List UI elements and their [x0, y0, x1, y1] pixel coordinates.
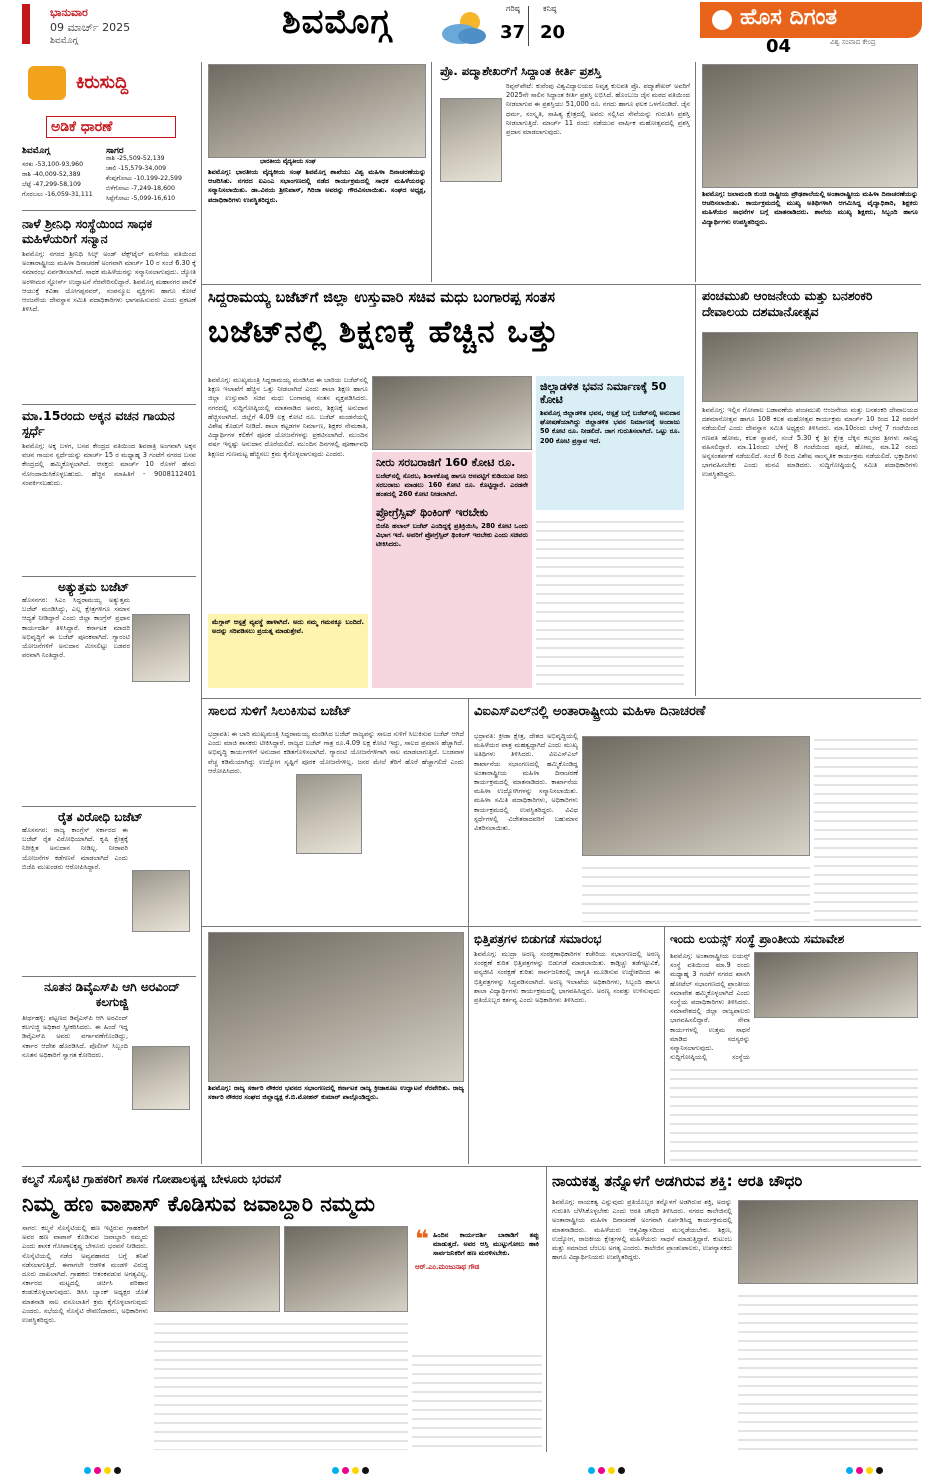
registration-marks: [332, 1459, 392, 1469]
story-body-cont: [814, 732, 918, 922]
story-body: ಶಿವಮೊಗ್ಗ: ಜಲಾಮಂಡಿ ಕುಂಚಿ ರಾಷ್ಟ್ರೀಯ ಪ್ರೌಢಶಾಲೆಯಲ್ಲಿ ಅಂತಾರಾಷ್ಟ್ರೀಯ ಮಹಿಳಾ ದಿನಾಚರಣೆಯನ್ನು ಆಚರಿಸಲಾಯಿತು. ಕಾರ್ಯಕ್ರಮದಲ್ಲಿ ಮುಖ್ಯ ಅತಿಥಿಗಳಾಗಿ ಆಗಮಿಸಿದ್ದ ವೈದ್ಯಾಧಿಕಾರಿ, ಶಿಕ್ಷಕರು ಮಹಿಳೆಯರ ಸಾಧನೆಗಳ ಬಗ್ಗೆ ಮಾತನಾಡಿದರು. ಶಾಲೆಯ ಮುಖ್ಯ ಶಿಕ್ಷಕರು, ಸಿಬ್ಬಂದಿ ಹಾಗೂ ವಿದ್ಯಾರ್ಥಿಗಳು ಉಪಸ್ಥಿತರಿದ್ದರು.: [702, 190, 918, 226]
story-head: ವಿಐಎಸ್‌ಎಲ್‌ನಲ್ಲಿ ಅಂತಾರಾಷ್ಟ್ರೀಯ ಮಹಿಳಾ ದಿನಾಚರಣೆ: [474, 704, 706, 719]
story-body: ಹೊಸನಗರ: ರಾಜ್ಯ ಕಾಂಗ್ರೆಸ್ ಸರ್ಕಾರದ ಈ ಬಜೆಟ್ ರೈತ ವಿರೋಧಿಯಾಗಿದೆ. ಕೃಷಿ ಕ್ಷೇತ್ರಕ್ಕೆ ನಿರೀಕ್ಷಿತ ಅನುದಾನ ನೀಡಿಲ್ಲ. ನೀರಾವರಿ ಯೋಜನೆಗಳ ಕಡೆಗಣನೆ ಮಾಡಲಾಗಿದೆ ಎಂದು ಬಿಜೆಪಿ ಮುಖಂಡರು ಆರೋಪಿಸಿದ್ದಾರೆ.: [22, 826, 128, 871]
rate-row: ರಾಶಿ -25,509-52,139: [106, 155, 165, 162]
city-title: ಶಿವಮೊಗ್ಗ: [282, 2, 392, 42]
day-label: ಭಾನುವಾರ: [50, 6, 88, 19]
market-a: ಶಿವಮೊಗ್ಗ: [22, 146, 50, 156]
box-body: ಬಜೆಟ್‌ನಲ್ಲಿ ಸೊರಬ, ಶಿರಾಳಕೊಪ್ಪ ಹಾಗೂ ಆನವಟ್ಟಿಗೆ ಕುಡಿಯುವ ನೀರು ಸರಬರಾಜು ಮಾಡಲು 160 ಕೋಟಿ ರೂ. ಕೊಟ್ಟಿದ್ದಾರೆ. ಎರಡನೇ ಹಂತದಲ್ಲಿ 260 ಕೋಟಿ ನೀಡಲಾಗಿದೆ.: [376, 472, 528, 499]
story-body: ಭದ್ರಾವತಿ: ಈ ಬಾರಿ ಮುಖ್ಯಮಂತ್ರಿ ಸಿದ್ದರಾಮಯ್ಯ ಮಂಡಿಸಿದ ಬಜೆಟ್ ರಾಜ್ಯವನ್ನು ಸಾಲದ ಸುಳಿಗೆ ಸಿಲುಕಿಸುವ ಬಜೆಟ್ ಆಗಿದೆ ಎಂದು ಮಾಜಿ ಶಾಸಕರು ಟೀಕಿಸಿದ್ದಾರೆ. ರಾಜ್ಯದ ಬಜೆಟ್ ಗಾತ್ರ ರೂ.4.09 ಲಕ್ಷ ಕೋಟಿ ಇದ್ದು, ಸಾಲದ ಪ್ರಮಾಣ ಹೆಚ್ಚಾಗಿದೆ. ಅಭಿವೃದ್ಧಿ ಕಾರ್ಯಗಳಿಗೆ ಅನುದಾನ ಕಡಿತಗೊಳಿಸಲಾಗಿದೆ. ಗ್ಯಾರಂಟಿ ಯೋಜನೆಗಳಿಗಾಗಿ ಸಾಲ ಮಾಡಲಾಗುತ್ತಿದೆ. ಬಂಡವಾಳ ವೆಚ್ಚ ಕಡಿಮೆಯಾಗಿದ್ದು ಉದ್ಯೋಗ ಸೃಷ್ಟಿಗೆ ಪೂರಕ ಯೋಜನೆಗಳಿಲ್ಲ. ಜನರ ಮೇಲೆ ತೆರಿಗೆ ಹೊರೆ ಹೆಚ್ಚಾಗಲಿದೆ ಎಂದು ಆರೋಪಿಸಿದರು.: [208, 730, 464, 775]
lead-headline: ಬಜೆಟ್‌ನಲ್ಲಿ ಶಿಕ್ಷಣಕ್ಕೆ ಹೆಚ್ಚಿನ ಒತ್ತು: [208, 314, 559, 350]
rates-b: [106, 154, 198, 204]
rate-row: ಬೆಟ್ಟೆ -47,299-58,109: [22, 181, 81, 188]
quote-text: ಮೆಗ್ಗಾನ್ ಆಸ್ಪತ್ರೆ ವ್ಯವಸ್ಥೆ ಹಾಳಾಗಿದೆ. ಅದು ನಮ್ಮ ಗಮನಕ್ಕೂ ಬಂದಿದೆ. ಅದನ್ನು ಸರಿಪಡಿಸಲು ಪ್ರಯತ್ನ ಮಾಡುತ್ತೇವೆ.: [212, 618, 364, 636]
event-photo: [702, 64, 918, 188]
portrait-photo: [132, 1046, 190, 1110]
photo-caption: ಭಾರತೀಯ ವೈದ್ಯಕೀಯ ಸಂಘ: [260, 158, 316, 165]
story-body: ಶಿವಮೊಗ್ಗ: ಭಾರತೀಯ ವೈದ್ಯಕೀಯ ಸಂಘ ಶಿವಮೊಗ್ಗ ಶಾಖೆಯು ವಿಶ್ವ ಮಹಿಳಾ ದಿನಾಚರಣೆಯನ್ನು ಆಚರಿಸಿತು. ನಗರದ ಐಎಂಎ ಸಭಾಂಗಣದಲ್ಲಿ ನಡೆದ ಕಾರ್ಯಕ್ರಮದಲ್ಲಿ ಸಾಧಕ ಮಹಿಳೆಯರನ್ನು ಸನ್ಮಾನಿಸಲಾಯಿತು. ಡಾ.ವಿನಯ ಶ್ರೀನಿವಾಸ್, ಗಿರಿಜಾ ಅವರನ್ನು ಗೌರವಿಸಲಾಯಿತು. ಸಂಘದ ಅಧ್ಯಕ್ಷ, ಪದಾಧಿಕಾರಿಗಳು ಉಪಸ್ಥಿತರಿದ್ದರು.: [208, 168, 426, 204]
story-head: ಸಾಲದ ಸುಳಿಗೆ ಸಿಲುಕಿಸುವ ಬಜೆಟ್: [208, 704, 352, 719]
left-column: [22, 62, 196, 1164]
portrait-photo: [132, 870, 190, 932]
temp-max: 37: [500, 22, 526, 43]
story-head: ಇಂದು ಲಯನ್ಸ್ ಸಂಸ್ಥೆ ಪ್ರಾಂತೀಯ ಸಮಾವೇಶ: [670, 932, 845, 946]
info-box-blue: [536, 376, 684, 510]
market-b: ಸಾಗರ: [106, 146, 124, 156]
story-head: ಮಾ.15ರಂದು ಅಕ್ಕನ ವಚನ ಗಾಯನ ಸ್ಪರ್ಧೆ: [22, 408, 175, 438]
rate-row: ಬಿಳೆಗೋಟು -7,249-18,600: [106, 185, 175, 192]
date-block: [22, 4, 212, 56]
lead-kicker: ಸಿದ್ದರಾಮಯ್ಯ ಬಜೆಟ್‌ಗೆ ಜಿಲ್ಲಾ ಉಸ್ತುವಾರಿ ಸಚಿವ ಮಧು ಬಂಗಾರಪ್ಪ ಸಂತಸ: [208, 290, 555, 306]
event-photo: [154, 1226, 280, 1312]
rate-row: ಗೊರಬಲು -16,059-31,111: [22, 191, 93, 198]
lead-photo: [372, 376, 532, 450]
lamp-icon: [712, 10, 732, 30]
adike-header: [46, 116, 176, 138]
story-head: ನೂತನ ಡಿವೈಎಸ್‌ಪಿ ಆಗಿ ಅರವಿಂದ್ ಕಲಗುಜ್ಜಿ: [44, 980, 180, 1009]
story-body: ತೀರ್ಥಹಳ್ಳಿ: ಪಟ್ಟಣದ ಡಿವೈಎಸ್‌ಪಿ ಆಗಿ ಅರವಿಂದ್ ಕಲಗುಜ್ಜಿ ಅಧಿಕಾರ ಸ್ವೀಕರಿಸಿದರು. ಈ ಹಿಂದೆ ಇದ್ದ ಡಿವೈಎಸ್‌ಪಿ ಅವರು ವರ್ಗಾವಣೆಗೊಂಡಿದ್ದು, ಸರ್ಕಾರ ಆದೇಶ ಹೊರಡಿಸಿದೆ. ಪೊಲೀಸ್ ಸಿಬ್ಬಂದಿ ನೂತನ ಅಧಿಕಾರಿಗೆ ಸ್ವಾಗತ ಕೋರಿದರು.: [22, 1014, 128, 1059]
story-head: ನಾಳೆ ಶ್ರೀನಿಧಿ ಸಂಸ್ಥೆಯಿಂದ ಸಾಧಕ ಮಹಿಳೆಯರಿಗೆ ಸನ್ಮಾನ: [22, 216, 153, 246]
kirusuddi-title: ಕಿರುಸುದ್ದಿ: [76, 72, 129, 93]
box-head: ಪ್ರೋಗ್ರೆಸ್ಸಿವ್ ಥಿಂಕಿಂಗ್ ಇರಬೇಕು: [376, 505, 489, 519]
pullquote-box: [412, 1226, 542, 1344]
rate-row: ಚಾಲಿ -15,579-34,009: [106, 165, 167, 172]
event-photo: [702, 332, 918, 402]
rates-a: [22, 160, 106, 200]
story-head: ನಾಯಕತ್ವ ತನ್ನೊಳಗೆ ಅಡಗಿರುವ ಶಕ್ತಿ: ಆರತಿ ಚೌಧರಿ: [552, 1172, 803, 1190]
event-photo: [754, 952, 918, 1018]
paper-tagline: ವಿಶ್ವ ಸಂವಾದ ಕೇಂದ್ರ: [830, 38, 876, 46]
weather-icon: [438, 8, 492, 48]
bottom-headline: ನಿಮ್ಮ ಹಣ ವಾಪಾಸ್ ಕೊಡಿಸುವ ಜವಾಬ್ದಾರಿ ನಮ್ಮದು: [22, 1191, 375, 1216]
adike-title: ಅಡಿಕೆ ಧಾರಣೆ: [51, 119, 113, 135]
registration-marks: [588, 1459, 648, 1469]
event-photo: [208, 932, 464, 1082]
rate-row: ಸರಕು -53,100-93,960: [22, 161, 84, 168]
registration-marks: [846, 1459, 906, 1469]
story-body: ಹೊಸನಗರ: ಸಿಎಂ ಸಿದ್ದರಾಮಯ್ಯ ಅತ್ಯುತ್ತಮ ಬಜೆಟ್ ಮಂಡಿಸಿದ್ದು, ಎಲ್ಲ ಕ್ಷೇತ್ರಗಳಿಗೂ ಸಮಾನ ಆದ್ಯತೆ ನೀಡಿದ್ದಾರೆ ಎಂದು ಜಿಲ್ಲಾ ಕಾಂಗ್ರೆಸ್ ಪ್ರಧಾನ ಕಾರ್ಯದರ್ಶಿ ತಿಳಿಸಿದ್ದಾರೆ. ಕರ್ನಾಟಕ ಮಾದರಿ ಅಭಿವೃದ್ಧಿಗೆ ಈ ಬಜೆಟ್ ಪೂರಕವಾಗಿದೆ. ಗ್ಯಾರಂಟಿ ಯೋಜನೆಗಳಿಗೆ ಅನುದಾನ ಮೀಸಲಿಟ್ಟು ಬಡವರ ಪರವಾಗಿ ನಿಂತಿದ್ದಾರೆ.: [22, 596, 130, 660]
quote-mark-icon: ❝: [415, 1225, 430, 1253]
story-body: ಶಿವಮೊಗ್ಗ: ಇಲ್ಲಿನ ಗೋಪಾಲ ಬಡಾವಣೆಯ ಪಂಚಮುಖಿ ಆಂಜನೇಯ ಮತ್ತು ಬನಶಂಕರಿ ದೇವಾಲಯದ ದಶಮಾನೋತ್ಸವ ಹಾಗೂ 108 ಕಲಶ ಮಹೋತ್ಸವ ಕಾರ್ಯಕ್ರಮ ಮಾರ್ಚ್ 10 ರಿಂದ 12 ರವರೆಗೆ ನಡೆಯಲಿದೆ ಎಂದು ದೇವಸ್ಥಾನ ಸಮಿತಿ ಅಧ್ಯಕ್ಷರು ತಿಳಿಸಿದರು. ಮಾ.10ರಂದು ಬೆಳಗ್ಗೆ 7 ಗಂಟೆಯಿಂದ ಗಣಪತಿ ಹೋಮ, ಕಲಶ ಸ್ಥಾಪನೆ, ಸಂಜೆ 5.30 ಕ್ಕೆ ಶ್ರೀ ಕ್ಷೇತ್ರ ಬೆಕ್ಕಿನ ಕಲ್ಮಠದ ಶ್ರೀಗಳು ಸಾನಿಧ್ಯ ವಹಿಸಲಿದ್ದಾರೆ. ಮಾ.11ರಂದು ಬೆಳಗ್ಗೆ 8 ಗಂಟೆಯಿಂದ ಪೂಜೆ, ಹೋಮ, ಮಾ.12 ರಂದು ಅನ್ನಸಂತರ್ಪಣೆ ನಡೆಯಲಿದೆ. ಸಂಜೆ 6 ರಿಂದ ವಿಶೇಷ ಸಾಂಸ್ಕೃತಿಕ ಕಾರ್ಯಕ್ರಮ ನಡೆಯಲಿದೆ. ಭಕ್ತಾದಿಗಳು ಭಾಗವಹಿಸಬೇಕು ಎಂದು ಮನವಿ ಮಾಡಿದರು. ಸುದ್ದಿಗೋಷ್ಠಿಯಲ್ಲಿ ಸಮಿತಿ ಪದಾಧಿಕಾರಿಗಳು ಉಪಸ್ಥಿತರಿದ್ದರು.: [702, 406, 918, 479]
story-head: ಅತ್ಯುತ್ತಮ ಬಜೆಟ್: [58, 580, 130, 594]
pullquote-text: ಹಿಂದಿನ ಕಾರ್ಯದರ್ಶಿ ಬಾಕಾಡಿಗೆ ತಪ್ಪು ಮಾಡುತ್ತದೆ. ಅವರ ಆಸ್ತಿ ಮುಟ್ಟುಗೋಲು ಹಾಕಿ ಸಾರ್ವಜನಿಕರಿಗೆ ಹಣ ಮರಳಿಸಬೇಕು.: [433, 1231, 539, 1258]
story-body: ಭದ್ರಾವತಿ: ಕ್ರೀಡಾ ಕ್ಷೇತ್ರ, ದೇಶದ ಅಭಿವೃದ್ಧಿಯಲ್ಲಿ ಮಹಿಳೆಯರ ಪಾತ್ರ ಮಹತ್ವದ್ದಾಗಿದೆ ಎಂದು ಮುಖ್ಯ ಅತಿಥಿಗಳು ತಿಳಿಸಿದರು. ವಿಐಎಸ್‌ಎಲ್ ಕಾರ್ಖಾನೆಯ ಸಭಾಂಗಣದಲ್ಲಿ ಹಮ್ಮಿಕೊಂಡಿದ್ದ ಅಂತಾರಾಷ್ಟ್ರೀಯ ಮಹಿಳಾ ದಿನಾಚರಣೆ ಕಾರ್ಯಕ್ರಮದಲ್ಲಿ ಮಾತನಾಡಿದರು. ಕಾರ್ಖಾನೆಯ ಮಹಿಳಾ ಉದ್ಯೋಗಿಗಳನ್ನು ಸನ್ಮಾನಿಸಲಾಯಿತು. ಮಹಿಳಾ ಸಮಿತಿ ಪದಾಧಿಕಾರಿಗಳು, ಅಧಿಕಾರಿಗಳು ಕಾರ್ಯಕ್ರಮದಲ್ಲಿ ಉಪಸ್ಥಿತರಿದ್ದರು. ವಿವಿಧ ಸ್ಪರ್ಧೆಗಳಲ್ಲಿ ವಿಜೇತರಾದವರಿಗೆ ಬಹುಮಾನ ವಿತರಿಸಲಾಯಿತು.: [474, 732, 578, 833]
rate-row: ರಾಶಿ -40,009-52,389: [22, 171, 81, 178]
portrait-photo: [132, 614, 190, 682]
lead-body-cont: [536, 514, 684, 688]
event-photo: [738, 1200, 918, 1284]
portrait-photo: [296, 774, 362, 854]
rate-row: ಕೆಂಪುಗೋಟು -10,199-22,599: [106, 175, 182, 182]
box-head: ಜಿಲ್ಲಾಡಳಿತ ಭವನ ನಿರ್ಮಾಣಕ್ಕೆ 50 ಕೋಟಿ: [540, 380, 667, 406]
hand-icon: [28, 66, 66, 100]
pullquote-author: ಆರ್.ಎಂ.ಮಂಜುನಾಥ ಗೌಡ: [415, 1262, 480, 1271]
box-body: ಬಿಜೆಪಿ ಹಲಾಲ್ ಬಜೆಟ್ ಎಂದಿದ್ದಕ್ಕೆ ಪ್ರತಿಕ್ರಿಯಿಸಿ, 280 ಕೋಟಿ ಒಂದು ವಿಭಾಗ ಇದೆ. ಅವರಿಗೆ ಪ್ರೋಗ್ರೆಸ್ಸಿವ್ ಥಿಂಕಿಂಗ್ ಇರಬೇಕು ಎಂದು ಸಚಿವರು ಟೀಕಿಸಿದರು.: [376, 521, 528, 549]
photo-caption: ಶಿವಮೊಗ್ಗ: ರಾಜ್ಯ ಸರ್ಕಾರಿ ನೌಕರರ ಭವನದ ಸಭಾಂಗಣದಲ್ಲಿ ಕರ್ನಾಟಕ ರಾಜ್ಯ ಕ್ರೀಡಾಕೂಟ ಉದ್ಘಾಟನೆ ನೆರವೇರಿತು. ರಾಜ್ಯ ಸರ್ಕಾರಿ ನೌಕರರ ಸಂಘದ ಜಿಲ್ಲಾಧ್ಯಕ್ಷ ಕೆ.ಬಿ.ಮೋಹನ್ ಕುಮಾರ್ ಪಾಲ್ಗೊಂಡಿದ್ದರು.: [208, 1084, 464, 1102]
quote-box: [208, 614, 368, 688]
story-body: ಸಾಗರ: ಕಲ್ಮನೆ ಸೊಸೈಟಿಯಲ್ಲಿ ಹಣ ಇಟ್ಟಿರುವ ಗ್ರಾಹಕರಿಗೆ ಅವರ ಹಣ ವಾಪಾಸ್ ಕೊಡಿಸುವ ಜವಾಬ್ದಾರಿ ನಮ್ಮದು ಎಂದು ಶಾಸಕ ಗೋಪಾಲಕೃಷ್ಣ ಬೇಳೂರು ಭರವಸೆ ನೀಡಿದರು. ಸೊಸೈಟಿಯಲ್ಲಿ ನಡೆದ ಅವ್ಯವಹಾರದ ಬಗ್ಗೆ ತನಿಖೆ ನಡೆಸಲಾಗುತ್ತಿದೆ. ಈಗಾಗಲೇ ಆಡಳಿತ ಮಂಡಳಿ ವಿರುದ್ಧ ದೂರು ದಾಖಲಾಗಿದೆ. ಗ್ರಾಹಕರು ಆತಂಕಪಡುವ ಅಗತ್ಯವಿಲ್ಲ. ಸರ್ಕಾರದ ಮಟ್ಟದಲ್ಲಿ ಚರ್ಚಿಸಿ ಪರಿಹಾರ ಕಂಡುಕೊಳ್ಳಲಾಗುವುದು. ಡಿಸಿಸಿ ಬ್ಯಾಂಕ್ ಅಧ್ಯಕ್ಷರ ಜೊತೆ ಮಾತನಾಡಿ ಸಾಲ ವಸೂಲಾತಿಗೆ ಕ್ರಮ ಕೈಗೊಳ್ಳಲಾಗುವುದು ಎಂದರು. ಸಭೆಯಲ್ಲಿ ಸೊಸೈಟಿ ಠೇವಣಿದಾರರು, ಅಧಿಕಾರಿಗಳು ಉಪಸ್ಥಿತರಿದ್ದರು.: [22, 1224, 148, 1325]
lead-body: ಶಿವಮೊಗ್ಗ: ಮುಖ್ಯಮಂತ್ರಿ ಸಿದ್ದರಾಮಯ್ಯ ಮಂಡಿಸಿದ ಈ ಬಾರಿಯ ಬಜೆಟ್‌ನಲ್ಲಿ ಶಿಕ್ಷಣ ಇಲಾಖೆಗೆ ಹೆಚ್ಚಿನ ಒತ್ತು ನೀಡಲಾಗಿದೆ ಎಂದು ಶಾಲಾ ಶಿಕ್ಷಣ ಹಾಗೂ ಜಿಲ್ಲಾ ಉಸ್ತುವಾರಿ ಸಚಿವ ಮಧು ಬಂಗಾರಪ್ಪ ಸಂತಸ ವ್ಯಕ್ತಪಡಿಸಿದರು. ನಗರದಲ್ಲಿ ಸುದ್ದಿಗೋಷ್ಠಿಯಲ್ಲಿ ಮಾತನಾಡಿದ ಅವರು, ಶಿಕ್ಷಣಕ್ಕೆ ಅನುದಾನ ಹೆಚ್ಚಿಸಲಾಗಿದೆ. ಜಿಲ್ಲೆಗೆ 4.09 ಲಕ್ಷ ಕೋಟಿ ರೂ. ಬಜೆಟ್ ಮಂಡನೆಯಲ್ಲಿ ವಿಶೇಷ ಕೊಡುಗೆ ನೀಡಿದೆ. ಶಾಲಾ ಕಟ್ಟಡಗಳ ನಿರ್ಮಾಣ, ಶಿಕ್ಷಕರ ನೇಮಕಾತಿ, ವಿದ್ಯಾರ್ಥಿಗಳ ಕಲಿಕೆಗೆ ಪೂರಕ ಯೋಜನೆಗಳನ್ನು ಪ್ರಕಟಿಸಲಾಗಿದೆ. ಮುಂದಿನ ವರ್ಷ ಇನ್ನಷ್ಟು ಅನುದಾನ ದೊರೆಯಲಿದೆ. ಮುಂದಿನ ದಿನಗಳಲ್ಲಿ ಪೂರ್ಣಾವಧಿ ಶಿಕ್ಷಣದ ಗುಣಮಟ್ಟ ಹೆಚ್ಚಿಸಲು ಕ್ರಮ ಕೈಗೊಳ್ಳಲಾಗುವುದು ಎಂದರು.: [208, 376, 368, 458]
page-label: ಶಿವಮೊಗ್ಗ: [50, 36, 78, 46]
story-body-cont: [154, 1316, 408, 1450]
story-body: ಶಿವಮೊಗ್ಗ: ಮುದ್ರಾ ಅರಣ್ಯ ಸಂರಕ್ಷಣಾಧಿಕಾರಿಗಳ ಕಚೇರಿಯ ಸಭಾಂಗಣದಲ್ಲಿ ಅರಣ್ಯ ಸಂರಕ್ಷಣೆ ಕುರಿತ ಭಿತ್ತಿಪತ್ರಗಳನ್ನು ಬಿಡುಗಡೆ ಮಾಡಲಾಯಿತು. ಕಾಡ್ಗಿಚ್ಚು ತಡೆಗಟ್ಟುವಿಕೆ, ವನ್ಯಜೀವಿ ಸಂರಕ್ಷಣೆ ಕುರಿತು ಸಾರ್ವಜನಿಕರಲ್ಲಿ ಜಾಗೃತಿ ಮೂಡಿಸುವ ಉದ್ದೇಶದಿಂದ ಈ ಭಿತ್ತಿಪತ್ರಗಳನ್ನು ಸಿದ್ಧಪಡಿಸಲಾಗಿದೆ. ಅರಣ್ಯ ಇಲಾಖೆಯ ಅಧಿಕಾರಿಗಳು, ಸಿಬ್ಬಂದಿ ಹಾಗೂ ಶಾಲಾ ವಿದ್ಯಾರ್ಥಿಗಳು ಕಾರ್ಯಕ್ರಮದಲ್ಲಿ ಭಾಗವಹಿಸಿದ್ದರು. ಅರಣ್ಯ ಸಂಪತ್ತು ಉಳಿಸುವುದು ಪ್ರತಿಯೊಬ್ಬರ ಕರ್ತವ್ಯ ಎಂದು ಅಧಿಕಾರಿಗಳು ತಿಳಿಸಿದರು.: [474, 950, 660, 1005]
paper-logo: [700, 2, 922, 38]
story-body: ಶಿವಮೊಗ್ಗ: ನಾಯಕತ್ವ ಎನ್ನುವುದು ಪ್ರತಿಯೊಬ್ಬರ ತನ್ನೊಳಗೆ ಅಡಗಿರುವ ಶಕ್ತಿ, ಅದನ್ನು ಗುರುತಿಸಿ ಬೆಳೆಸಿಕೊಳ್ಳಬೇಕು ಎಂದು ಆರತಿ ಚೌಧರಿ ತಿಳಿಸಿದರು. ನಗರದ ಕಾಲೇಜಿನಲ್ಲಿ ಅಂತಾರಾಷ್ಟ್ರೀಯ ಮಹಿಳಾ ದಿನಾಚರಣೆ ಅಂಗವಾಗಿ ಏರ್ಪಡಿಸಿದ್ದ ಕಾರ್ಯಕ್ರಮದಲ್ಲಿ ಮಾತನಾಡಿದರು. ಮಹಿಳೆಯರು ಆತ್ಮವಿಶ್ವಾಸದಿಂದ ಮುನ್ನಡೆಯಬೇಕು. ಶಿಕ್ಷಣ, ಉದ್ಯೋಗ, ರಾಜಕೀಯ ಕ್ಷೇತ್ರಗಳಲ್ಲಿ ಮಹಿಳೆಯರು ಸಾಧನೆ ಮಾಡುತ್ತಿದ್ದಾರೆ. ಕುಟುಂಬ ಮತ್ತು ಸಮಾಜದ ಬೆಂಬಲ ಅಗತ್ಯ ಎಂದರು. ಕಾಲೇಜಿನ ಪ್ರಾಂಶುಪಾಲರು, ಉಪನ್ಯಾಸಕರು ಹಾಗೂ ವಿದ್ಯಾರ್ಥಿನಿಯರು ಉಪಸ್ಥಿತರಿದ್ದರು.: [552, 1198, 732, 1262]
rate-row: ಸಿಪ್ಪೆಗೋಟು -5,099-16,610: [106, 195, 176, 202]
event-photo: [284, 1226, 408, 1312]
story-body-cont: [670, 1062, 918, 1162]
story-body: ಶಿವಮೊಗ್ಗ: ನಗರದ ಶ್ರೀನಿಧಿ ಸಿಲ್ಕ್ ಅಂಡ್ ಟೆಕ್ಸ್‌ಟೈಲ್ ಮಳಿಗೆಯ ವತಿಯಿಂದ ಅಂತಾರಾಷ್ಟ್ರೀಯ ಮಹಿಳಾ ದಿನಾಚರಣೆ ಅಂಗವಾಗಿ ಮಾರ್ಚ್ 10 ರ ಸಂಜೆ 6.30 ಕ್ಕೆ ಸಮಾರಂಭ ಏರ್ಪಡಿಸಲಾಗಿದೆ. ಸಾಧಕ ಮಹಿಳೆಯರನ್ನು ಸನ್ಮಾನಿಸಲಾಗುವುದು. ಜ್ಯೋತಿ ಅರಳೀಮರ ಸ್ಟೋರ್ಸ್ ಉದ್ಘಾಟನೆ ನೆರವೇರಿಸಲಿದ್ದಾರೆ. ಶಿವಮೊಗ್ಗ ಮಹಾನಗರ ಪಾಲಿಕೆ ಆಯುಕ್ತೆ ಕವಿತಾ ಯೋಗಪ್ಪನವರ್, ಸಂಪನ್ಮೂಲ ವ್ಯಕ್ತಿಗಳು ಹಾಗೂ ಕೋಟೆ ಆಂಜನೇಯ ದೇವಸ್ಥಾನ ಸಮಿತಿ ಪದಾಧಿಕಾರಿಗಳು ಭಾಗವಹಿಸುವರು ಎಂದು ಪ್ರಕಟಣೆ ತಿಳಿಸಿದೆ.: [22, 250, 196, 314]
box-head: ನೀರು ಸರಬರಾಜಿಗೆ 160 ಕೋಟಿ ರೂ.: [376, 456, 516, 469]
event-photo: [208, 64, 426, 158]
event-photo: [582, 736, 810, 856]
box-body: ಶಿವಮೊಗ್ಗ ಜಿಲ್ಲಾಡಳಿತ ಭವನ, ಆಸ್ಪತ್ರೆ ಬಗ್ಗೆ ಬಜೆಟ್‌ನಲ್ಲಿ ಅನುದಾನ ಘೋಷಣೆಯಾಗಿದ್ದು ಜಿಲ್ಲಾಡಳಿತ ಭವನ ನಿರ್ಮಾಣಕ್ಕೆ ಅಂದಾಜು 50 ಕೋಟಿ ರೂ. ನೀಡಲಿದೆ. ಜಾಗ ಗುರುತಿಸಲಾಗಿದೆ. ಒಟ್ಟು ರೂ. 200 ಕೋಟಿ ಪ್ರಸ್ತಾವ ಇದೆ.: [540, 409, 680, 445]
temp-min: 20: [540, 22, 566, 43]
paper-name: ಹೊಸ ದಿಗಂತ: [740, 5, 838, 30]
story-head: ರೈತ ವಿರೋಧಿ ಬಜೆಟ್: [58, 810, 143, 824]
story-body-cont: [412, 1348, 542, 1450]
temp-min-label: ಕನಿಷ್ಠ: [543, 4, 557, 13]
info-box-pink: [372, 452, 532, 688]
story-head: ಭಿತ್ತಿಪತ್ರಗಳ ಬಿಡುಗಡೆ ಸಮಾರಂಭ: [474, 932, 602, 946]
story-body-cont: [582, 860, 810, 922]
masthead: [0, 0, 945, 58]
story-body: ಶಿವಮೊಗ್ಗ: ಅಂತಾರಾಷ್ಟ್ರೀಯ ಲಯನ್ಸ್ ಸಂಸ್ಥೆ ವತಿಯಿಂದ ಮಾ.9 ರಂದು ಮಧ್ಯಾಹ್ನ 3 ಗಂಟೆಗೆ ನಗರದ ಖಾಸಗಿ ಹೋಟೆಲ್ ಸಭಾಂಗಣದಲ್ಲಿ ಪ್ರಾಂತೀಯ ಸಮಾವೇಶ ಹಮ್ಮಿಕೊಳ್ಳಲಾಗಿದೆ ಎಂದು ಸಂಸ್ಥೆಯ ಪದಾಧಿಕಾರಿಗಳು ತಿಳಿಸಿದರು. ಸಮಾವೇಶದಲ್ಲಿ ಜಿಲ್ಲಾ ರಾಜ್ಯಪಾಲರು ಭಾಗವಹಿಸಲಿದ್ದಾರೆ. ಸೇವಾ ಕಾರ್ಯಗಳಲ್ಲಿ ಉತ್ತಮ ಸಾಧನೆ ಮಾಡಿದ ಸದಸ್ಯರನ್ನು ಸನ್ಮಾನಿಸಲಾಗುವುದು. ಸುದ್ದಿಗೋಷ್ಠಿಯಲ್ಲಿ ಸಂಸ್ಥೆಯ: [670, 952, 750, 1062]
registration-marks: [84, 1459, 144, 1469]
kirusuddi-header: [22, 62, 196, 106]
story-body: ರಿಪ್ಪನ್‌ಪೇಟೆ: ಕುವೆಂಪು ವಿಶ್ವವಿದ್ಯಾಲಯದ ನಿವೃತ್ತ ಕುಲಪತಿ ಪ್ರೊ. ಪದ್ಮಾಶೇಖರ್ ಅವರಿಗೆ 2025ನೇ ಸಾಲಿನ ಸಿದ್ಧಾಂತ ಕೀರ್ತಿ ಪ್ರಶಸ್ತಿ ಲಭಿಸಿದೆ. ಹೊಂಬುಜ ಜೈನ ಮಠದ ವತಿಯಿಂದ ನೀಡಲಾಗುವ ಈ ಪ್ರಶಸ್ತಿಯು 51,000 ರೂ. ನಗದು ಹಾಗೂ ಫಲಕ ಒಳಗೊಂಡಿದೆ. ಜೈನ ಧರ್ಮ, ಸಂಸ್ಕೃತಿ, ಸಾಹಿತ್ಯ ಕ್ಷೇತ್ರದಲ್ಲಿ ಅವರು ಸಲ್ಲಿಸಿದ ಸೇವೆಯನ್ನು ಗುರುತಿಸಿ ಪ್ರಶಸ್ತಿ ನೀಡಲಾಗುತ್ತಿದೆ. ಮಾರ್ಚ್ 11 ರಂದು ನಡೆಯುವ ವಾರ್ಷಿಕ ಮಹೋತ್ಸವದಲ್ಲಿ ಪ್ರಶಸ್ತಿ ಪ್ರದಾನ ಮಾಡಲಾಗುವುದು.: [506, 82, 690, 137]
bottom-kicker: ಕಲ್ಮನೆ ಸೊಸೈಟಿ ಗ್ರಾಹಕರಿಗೆ ಶಾಸಕ ಗೋಪಾಲಕೃಷ್ಣ ಬೇಳೂರು ಭರವಸೆ: [22, 1172, 282, 1186]
story-head: ಪಂಚಮುಖಿ ಆಂಜನೇಯ ಮತ್ತು ಬನಶಂಕರಿ ದೇವಾಲಯ ದಶಮಾನೋತ್ಸವ: [702, 288, 873, 319]
story-body-cont: [738, 1288, 918, 1450]
date-label: 09 ಮಾರ್ಚ್ 2025: [50, 21, 131, 34]
portrait-photo: [440, 98, 502, 182]
page-number: 04: [766, 36, 792, 57]
story-head: ಪ್ರೊ. ಪದ್ಮಾಶೇಖರ್‌ಗೆ ಸಿದ್ದಾಂತ ಕೀರ್ತಿ ಪ್ರಶಸ್ತಿ: [440, 64, 601, 78]
temp-max-label: ಗರಿಷ್ಠ: [506, 4, 520, 13]
story-body: ಶಿವಮೊಗ್ಗ: ಅಕ್ಕ ಬಳಗ, ಬಸವ ಕೇಂದ್ರದ ವತಿಯಿಂದ ಶಿವರಾತ್ರಿ ಅಂಗವಾಗಿ ಅಕ್ಕನ ವಚನ ಗಾಯನ ಸ್ಪರ್ಧೆಯನ್ನು ಮಾರ್ಚ್ 15 ರ ಮಧ್ಯಾಹ್ನ 3 ಗಂಟೆಗೆ ನಗರದ ಬಸವ ಕೇಂದ್ರದಲ್ಲಿ ಹಮ್ಮಿಕೊಳ್ಳಲಾಗಿದೆ. ಆಸಕ್ತರು ಮಾರ್ಚ್ 10 ರೊಳಗೆ ಹೆಸರು ನೋಂದಾಯಿಸಿಕೊಳ್ಳಬಹುದು. ಹೆಚ್ಚಿನ ಮಾಹಿತಿಗೆ - 9008112401 ಸಂಪರ್ಕಿಸಬಹುದು.: [22, 442, 196, 487]
